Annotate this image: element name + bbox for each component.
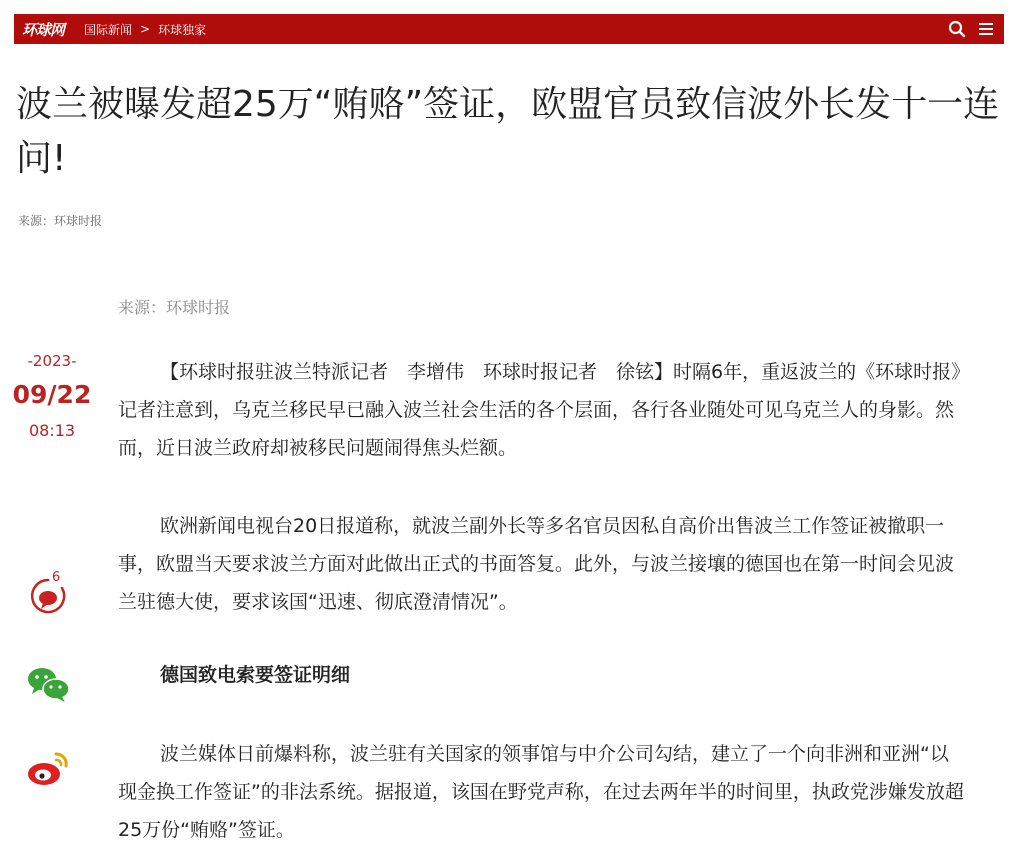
publish-day: 09/22	[12, 380, 92, 409]
publish-year: -2023-	[27, 352, 77, 370]
menu-icon[interactable]	[978, 21, 994, 37]
article-title: 波兰被曝发超25万“贿赂”签证，欧盟官员致信波外长发十一连问!	[16, 84, 1000, 179]
comment-count: 6	[52, 570, 61, 585]
weibo-icon	[26, 748, 72, 788]
breadcrumb-international-news[interactable]: 国际新闻	[84, 22, 133, 37]
breadcrumb-exclusive[interactable]: 环球独家	[158, 22, 207, 37]
share-weibo-button[interactable]	[26, 748, 72, 788]
comment-button[interactable]	[24, 570, 74, 620]
article-paragraph: 波兰媒体日前爆料称，波兰驻有关国家的领事馆与中介公司勾结，建立了一个向非洲和亚洲“以现金换工作签证”的非法系统。据报道，该国在野党声称，在过去两年半的时间里，执政党涉嫌发放超25万份“贿赂”签证。	[118, 743, 964, 841]
breadcrumb-separator: >	[140, 22, 151, 36]
publish-date	[0, 352, 104, 440]
article-source-top: 来源：环球时报	[18, 214, 103, 228]
article-source-body: 来源：环球时报	[118, 298, 231, 317]
top-nav-bar	[14, 14, 1004, 44]
comment-icon	[24, 570, 74, 620]
site-logo[interactable]: 环球网	[22, 20, 65, 39]
top-icons	[948, 20, 994, 38]
breadcrumb	[84, 21, 206, 38]
share-wechat-button[interactable]	[26, 664, 72, 704]
article-paragraph: 欧洲新闻电视台20日报道称，就波兰副外长等多名官员因私自高价出售波兰工作签证被撤职一事，欧盟当天要求波兰方面对此做出正式的书面答复。此外，与波兰接壤的德国也在第一时间会见波兰驻德大使，要求该国“迅速、彻底澄清情况”。	[118, 515, 955, 613]
publish-time: 08:13	[28, 421, 76, 440]
article-paragraph: 【环球时报驻波兰特派记者 李增伟 环球时报记者 徐铉】时隔6年，重返波兰的《环球时报》记者注意到，乌克兰移民早已融入波兰社会生活的各个层面，各行各业随处可见乌克兰人的身影。然而，近日波兰政府却被移民问题闹得焦头烂额。	[118, 361, 961, 459]
wechat-icon	[26, 664, 72, 704]
search-icon[interactable]	[948, 20, 966, 38]
article-subheading: 德国致电索要签证明细	[160, 664, 351, 686]
